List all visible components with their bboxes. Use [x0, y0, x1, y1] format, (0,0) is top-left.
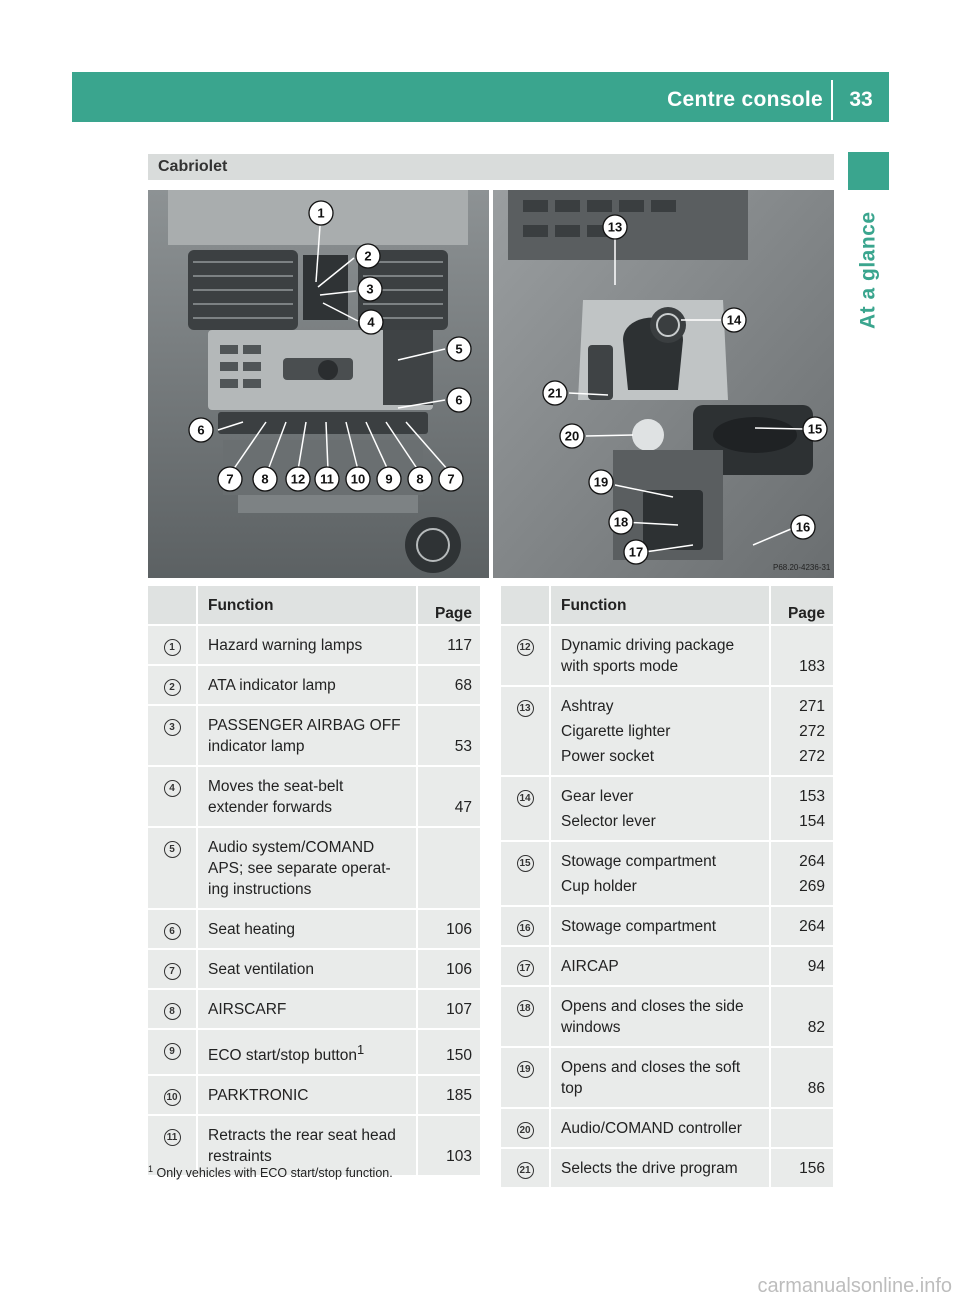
- table-row: [148, 826, 480, 908]
- function-text: Dynamic driving package: [561, 637, 735, 654]
- header-function: Function: [551, 586, 771, 624]
- header-page: Page: [418, 586, 480, 624]
- function-text: APS; see separate operat-: [208, 860, 391, 877]
- item-number-badge: 19: [517, 1061, 534, 1078]
- page-ref: [771, 1107, 833, 1147]
- table-row: [148, 1028, 480, 1074]
- page-ref: 150: [418, 1028, 480, 1074]
- page-ref: 185: [418, 1074, 480, 1114]
- function-text: Seat ventilation: [208, 961, 314, 978]
- item-number-badge: 2: [164, 679, 181, 696]
- function-text: PARKTRONIC: [208, 1087, 309, 1105]
- function-text: Selects the drive program: [561, 1160, 738, 1177]
- page-ref: 269: [799, 878, 825, 895]
- item-number-badge: 18: [517, 1000, 534, 1017]
- item-number-badge: 11: [164, 1129, 181, 1146]
- function-text: ATA indicator lamp: [208, 677, 336, 694]
- table-row: [148, 664, 480, 704]
- footnote-ref: 1: [357, 1042, 365, 1057]
- marker-16: [791, 515, 815, 539]
- marker-14: [722, 308, 746, 332]
- svg-text:7: 7: [447, 471, 455, 487]
- function-text: Opens and closes the side: [561, 998, 744, 1015]
- svg-text:10: 10: [350, 471, 366, 487]
- function-text: Audio/COMAND controller: [561, 1120, 742, 1137]
- function-text: Seat heating: [208, 921, 296, 938]
- function-text: indicator lamp: [208, 738, 305, 755]
- svg-text:18: 18: [613, 514, 629, 530]
- table-row: [148, 624, 480, 664]
- table-row: [501, 1046, 833, 1107]
- centre-console-illustration-left: [148, 190, 489, 578]
- function-text: restraints: [208, 1148, 272, 1166]
- function-text: Cup holder: [561, 878, 637, 895]
- side-tab-label: At a glance: [856, 211, 880, 329]
- function-text: Hazard warning lamps: [208, 637, 363, 654]
- function-table-left: [148, 586, 480, 1175]
- page-ref: 272: [799, 723, 825, 740]
- table-header-row: [148, 586, 480, 624]
- svg-text:7: 7: [226, 471, 234, 487]
- page-ref: 107: [418, 988, 480, 1028]
- function-table-right: [501, 586, 833, 1187]
- function-text: AIRSCARF: [208, 1001, 287, 1018]
- item-number-badge: 10: [164, 1089, 181, 1106]
- marker-8: [408, 467, 432, 491]
- function-text: Ashtray: [561, 698, 614, 715]
- item-number-badge: 7: [164, 963, 181, 980]
- page-ref: 271: [799, 698, 825, 715]
- function-text: ECO start/stop button: [208, 1047, 358, 1065]
- marker-17: [624, 540, 648, 564]
- item-number-badge: 14: [517, 790, 534, 807]
- page-ref: 94: [771, 945, 833, 985]
- svg-text:14: 14: [726, 312, 742, 328]
- svg-text:3: 3: [366, 281, 374, 297]
- function-text: AIRCAP: [561, 958, 619, 975]
- section-bar: [148, 154, 834, 180]
- function-text: Moves the seat-belt: [208, 778, 344, 795]
- centre-console-photo-left: [148, 190, 489, 578]
- svg-text:8: 8: [261, 471, 269, 487]
- function-text: Stowage compartment: [561, 918, 717, 935]
- page-ref: 82: [771, 985, 833, 1046]
- svg-text:12: 12: [290, 471, 306, 487]
- item-number-badge: 6: [164, 923, 181, 940]
- item-number-badge: 15: [517, 855, 534, 872]
- svg-text:8: 8: [416, 471, 424, 487]
- svg-text:6: 6: [455, 392, 463, 408]
- svg-text:6: 6: [197, 422, 205, 438]
- table-row: [148, 908, 480, 948]
- page-ref: 264: [771, 905, 833, 945]
- page-ref: 68: [418, 664, 480, 704]
- function-text: extender forwards: [208, 799, 333, 816]
- section-title: Cabriolet: [158, 158, 228, 175]
- svg-text:21: 21: [547, 385, 563, 401]
- footnote-text: Only vehicles with ECO start/stop function.: [156, 1166, 393, 1181]
- centre-console-illustration-right: [493, 190, 834, 578]
- marker-19: [589, 470, 613, 494]
- page-ref: 86: [771, 1046, 833, 1107]
- table-row: [501, 945, 833, 985]
- page-ref: 106: [418, 948, 480, 988]
- page-ref: 272: [799, 748, 825, 765]
- function-text: Cigarette lighter: [561, 723, 671, 740]
- marker-11: [315, 467, 339, 491]
- item-number-badge: 9: [164, 1043, 181, 1060]
- marker-7: [439, 467, 463, 491]
- page-number: 33: [849, 88, 873, 111]
- marker-10: [346, 467, 370, 491]
- svg-text:17: 17: [628, 544, 644, 560]
- marker-12: [286, 467, 310, 491]
- header-separator: [831, 80, 833, 120]
- marker-1: [309, 201, 333, 225]
- function-text: Audio system/COMAND: [208, 839, 375, 856]
- marker-21: [543, 381, 567, 405]
- table-row: [501, 905, 833, 945]
- function-text: with sports mode: [561, 658, 679, 675]
- marker-5: [447, 337, 471, 361]
- table-row: [501, 624, 833, 685]
- photo-code: P68.20-4236-31: [773, 563, 831, 572]
- header-page: Page: [771, 586, 833, 624]
- page-ref: 47: [418, 765, 480, 826]
- item-number-badge: 5: [164, 841, 181, 858]
- function-text: PASSENGER AIRBAG OFF: [208, 717, 401, 734]
- item-number-badge: 12: [517, 639, 534, 656]
- marker-9: [377, 467, 401, 491]
- watermark: carmanualsonline.info: [757, 1275, 952, 1297]
- page-ref: 156: [771, 1147, 833, 1187]
- item-number-badge: 21: [517, 1162, 534, 1179]
- item-number-badge: 17: [517, 960, 534, 977]
- item-number-badge: 8: [164, 1003, 181, 1020]
- footnote-marker: 1: [148, 1164, 154, 1174]
- item-number-badge: 13: [517, 700, 534, 717]
- svg-text:15: 15: [807, 421, 823, 437]
- page-ref: 103: [418, 1114, 480, 1175]
- marker-7: [218, 467, 242, 491]
- side-tab-block: [848, 152, 889, 190]
- function-text: Power socket: [561, 748, 655, 765]
- table-header-row: [501, 586, 833, 624]
- footnote: [148, 1164, 393, 1180]
- page-ref: 53: [418, 704, 480, 765]
- function-text: Opens and closes the soft: [561, 1059, 741, 1076]
- table-row: [148, 765, 480, 826]
- svg-text:16: 16: [795, 519, 811, 535]
- function-text: Selector lever: [561, 813, 656, 830]
- marker-18: [609, 510, 633, 534]
- table-row: [501, 840, 833, 905]
- marker-3: [358, 277, 382, 301]
- table-row: [148, 704, 480, 765]
- marker-15: [803, 417, 827, 441]
- marker-6: [189, 418, 213, 442]
- page-header-bar: [72, 72, 889, 122]
- item-number-badge: 3: [164, 719, 181, 736]
- item-number-badge: 20: [517, 1122, 534, 1139]
- marker-13: [603, 215, 627, 239]
- page-ref: 117: [418, 624, 480, 664]
- page-header-title: Centre console: [667, 88, 823, 111]
- page-ref: 154: [799, 813, 825, 830]
- svg-text:11: 11: [320, 471, 334, 487]
- page-ref: 183: [771, 624, 833, 685]
- svg-text:20: 20: [564, 428, 580, 444]
- marker-2: [356, 244, 380, 268]
- svg-text:1: 1: [317, 205, 325, 221]
- function-text: ing instructions: [208, 881, 312, 898]
- table-row: [148, 988, 480, 1028]
- marker-6: [447, 388, 471, 412]
- svg-text:2: 2: [364, 248, 372, 264]
- header-number-cell: [501, 586, 551, 624]
- page-ref: 106: [418, 908, 480, 948]
- function-text: Retracts the rear seat head: [208, 1127, 396, 1145]
- svg-text:19: 19: [593, 474, 609, 490]
- header-number-cell: [148, 586, 198, 624]
- function-text: Stowage compartment: [561, 853, 717, 870]
- function-text: Gear lever: [561, 788, 634, 805]
- function-text: top: [561, 1080, 583, 1097]
- item-number-badge: 16: [517, 920, 534, 937]
- table-row: [501, 1147, 833, 1187]
- table-row: [501, 985, 833, 1046]
- page-ref: 264: [799, 853, 825, 870]
- table-row: [501, 1107, 833, 1147]
- svg-text:13: 13: [607, 219, 623, 235]
- svg-text:4: 4: [367, 314, 375, 330]
- item-number-badge: 4: [164, 780, 181, 797]
- marker-20: [560, 424, 584, 448]
- page-ref: [418, 826, 480, 908]
- page-ref: 153: [799, 788, 825, 805]
- table-row: [501, 775, 833, 840]
- item-number-badge: 1: [164, 639, 181, 656]
- table-row: [501, 685, 833, 775]
- function-text: windows: [561, 1019, 621, 1036]
- marker-8: [253, 467, 277, 491]
- table-row: [148, 948, 480, 988]
- svg-text:9: 9: [385, 471, 393, 487]
- marker-4: [359, 310, 383, 334]
- table-row: [148, 1074, 480, 1114]
- svg-text:5: 5: [455, 341, 463, 357]
- header-function: Function: [198, 586, 418, 624]
- centre-console-photo-right: [493, 190, 834, 578]
